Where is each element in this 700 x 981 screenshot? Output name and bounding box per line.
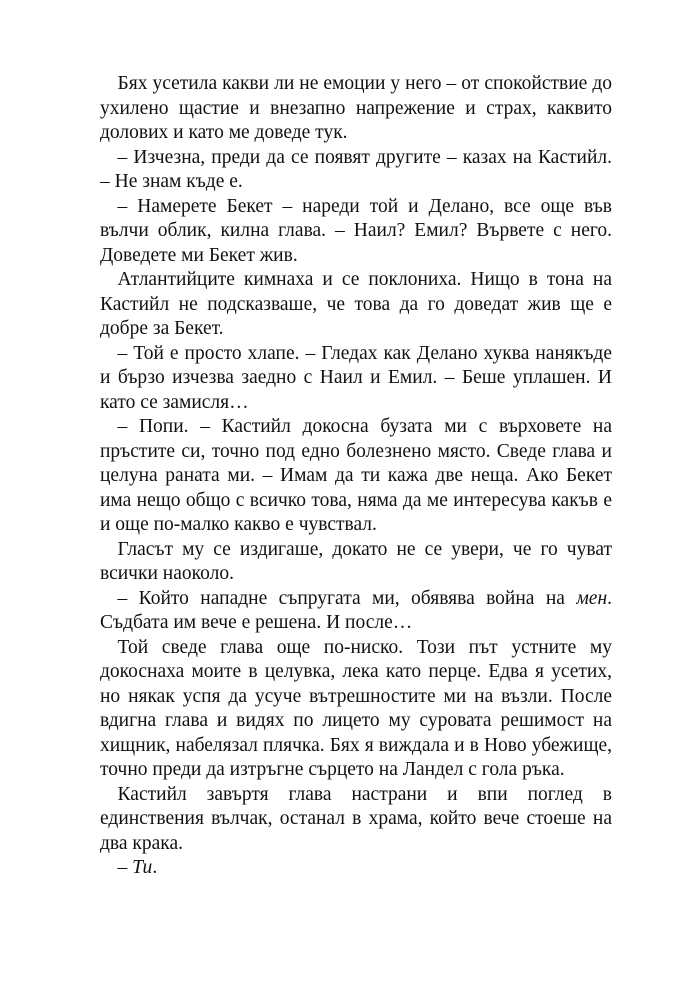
italic-emphasis: мен (576, 587, 608, 609)
italic-emphasis: Ти (132, 857, 153, 878)
paragraph: – Той е просто хлапе. – Гледах как Делано хуква нанякъде и бързо изчезва заедно с Наил и Емил. – Беше уплашен. И като се замисля… (100, 342, 612, 413)
paragraph-war (100, 587, 612, 636)
paragraph: – Попи. – Кастийл докосна бузата ми с върховете на пръстите си, точно под едно болезнено място. Сведе глава и целуна раната ми. – Имам да ти кажа две неща. Ако Бекет има нещо общо с всичко това, няма да ме интересува какъв е и още по-малко какво е чувствал. (100, 416, 612, 535)
paragraph: Атлантийците кимнаха и се поклониха. Нищо в тона на Кастийл не подсказваше, че това да го доведат жив ще е добре за Бекет. (100, 269, 612, 339)
page-body (100, 72, 612, 881)
paragraph: – Намерете Бекет – нареди той и Делано, все още във вълчи облик, килна глава. – Наил? Емил? Вървете с него. Доведете ми Бекет жив. (100, 195, 612, 266)
text-span: – Който нападне съпругата ми, обявява война на (117, 587, 577, 609)
text-span: . Съдбата им вече е решена. И после… (100, 587, 612, 633)
paragraph: Той сведе глава още по-ниско. Този път устните му докоснаха моите в целувка, лека като перце. Едва я усетих, но някак успя да усуче вътрешностите ми на възли. После вдигна глава и видях по лицето му суровата решимост на хищник, набелязал плячка. Бях я виждала и в Ново убежище, точно преди да изтръгне сърцето на Ландел с гола ръка. (100, 636, 612, 780)
paragraph: Гласът му се издигаше, докато не се увери, че го чуват всички наоколо. (100, 538, 612, 584)
paragraph-last (100, 856, 612, 881)
paragraph: Кастийл завъртя глава настрани и впи поглед в единствения вълчак, останал в храма, който вече стоеше на два крака. (100, 783, 612, 854)
paragraph: Бях усетила какви ли не емоции у него – от спокойствие до ухилено щастие и внезапно напрежение и страх, каквито долових и като ме доведе тук. (100, 73, 612, 143)
paragraph: – Изчезна, преди да се появят другите – казах на Кастийл. – Не знам къде е. (100, 146, 612, 192)
dash: – (117, 857, 133, 878)
text-span: . (152, 857, 158, 878)
